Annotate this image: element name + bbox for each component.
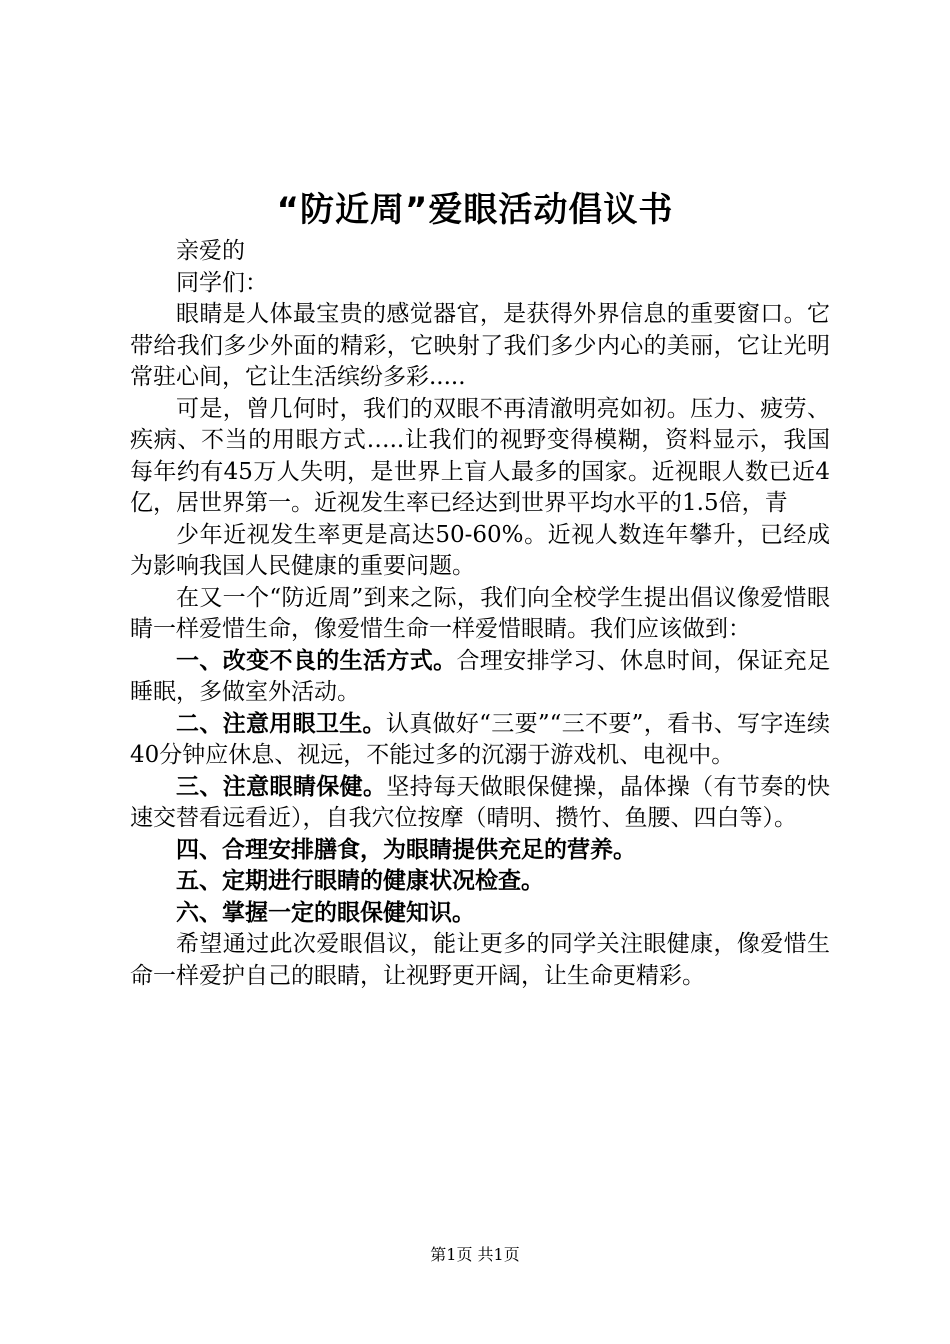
page-number-footer: 第1页 共1页 xyxy=(430,1245,520,1264)
proposal-item-5: 五、定期进行眼睛的健康状况检查。 xyxy=(176,868,544,894)
paragraph-2: 可是，曾几何时，我们的双眼不再清澈明亮如初。压力、疲劳、疾病、不当的用眼方式…..让我们的视野变得模糊，资料显示，我国每年约有45万人失明，是世界上盲人最多的国家。近视眼人数已近4亿，居世界第一。近视发生率已经达到世界平均水平的1.5倍，青 xyxy=(130,395,830,516)
document-title: “防近周”爱眼活动倡议书 xyxy=(276,190,674,230)
proposal-item-4: 四、合理安排膳食，为眼睛提供充足的营养。 xyxy=(176,836,636,863)
greeting-line-2: 同学们： xyxy=(176,269,268,296)
proposal-item-1-text: 合理安排学习、休息时间，保证充足睡眠，多做室外活动。 xyxy=(130,647,831,705)
greeting-line-1: 亲爱的 xyxy=(176,238,245,264)
paragraph-3: 少年近视发生率更是高达50-60%。近视人数连年攀升，已经成为影响我国人民健康的重要问题。 xyxy=(130,521,830,579)
proposal-item-1 xyxy=(130,646,830,709)
proposal-item-2-text: 认真做好“三要”“三不要”，看书、写字连续40分钟应休息、视远，不能过多的沉溺于游戏机、电视中。 xyxy=(130,710,830,768)
closing-paragraph: 希望通过此次爱眼倡议，能让更多的同学关注眼健康，像爱惜生命一样爱护自己的眼睛，让视野更开阔，让生命更精彩。 xyxy=(130,931,830,989)
proposal-item-2 xyxy=(130,709,830,772)
proposal-item-1-heading: 一、改变不良的生活方式。 xyxy=(176,647,457,674)
proposal-item-3-heading: 三、注意眼睛保健。 xyxy=(176,773,387,800)
proposal-item-2-heading: 二、注意用眼卫生。 xyxy=(176,710,386,737)
paragraph-4: 在又一个“防近周”到来之际，我们向全校学生提出倡议像爱惜眼睛一样爱惜生命，像爱惜生命一样爱惜眼睛。我们应该做到： xyxy=(130,584,830,642)
paragraph-1: 眼睛是人体最宝贵的感觉器官，是获得外界信息的重要窗口。它带给我们多少外面的精彩，它映射了我们多少内心的美丽，它让光明常驻心间，它让生活缤纷多彩..... xyxy=(130,301,830,390)
document-body xyxy=(130,236,830,992)
proposal-item-3 xyxy=(130,772,830,835)
proposal-item-3-text: 坚持每天做眼保健操，晶体操（有节奏的快速交替看远看近），自我穴位按摩（晴明、攒竹、鱼腰、四白等）。 xyxy=(130,773,831,831)
proposal-item-6: 六、掌握一定的眼保健知识。 xyxy=(176,899,475,926)
